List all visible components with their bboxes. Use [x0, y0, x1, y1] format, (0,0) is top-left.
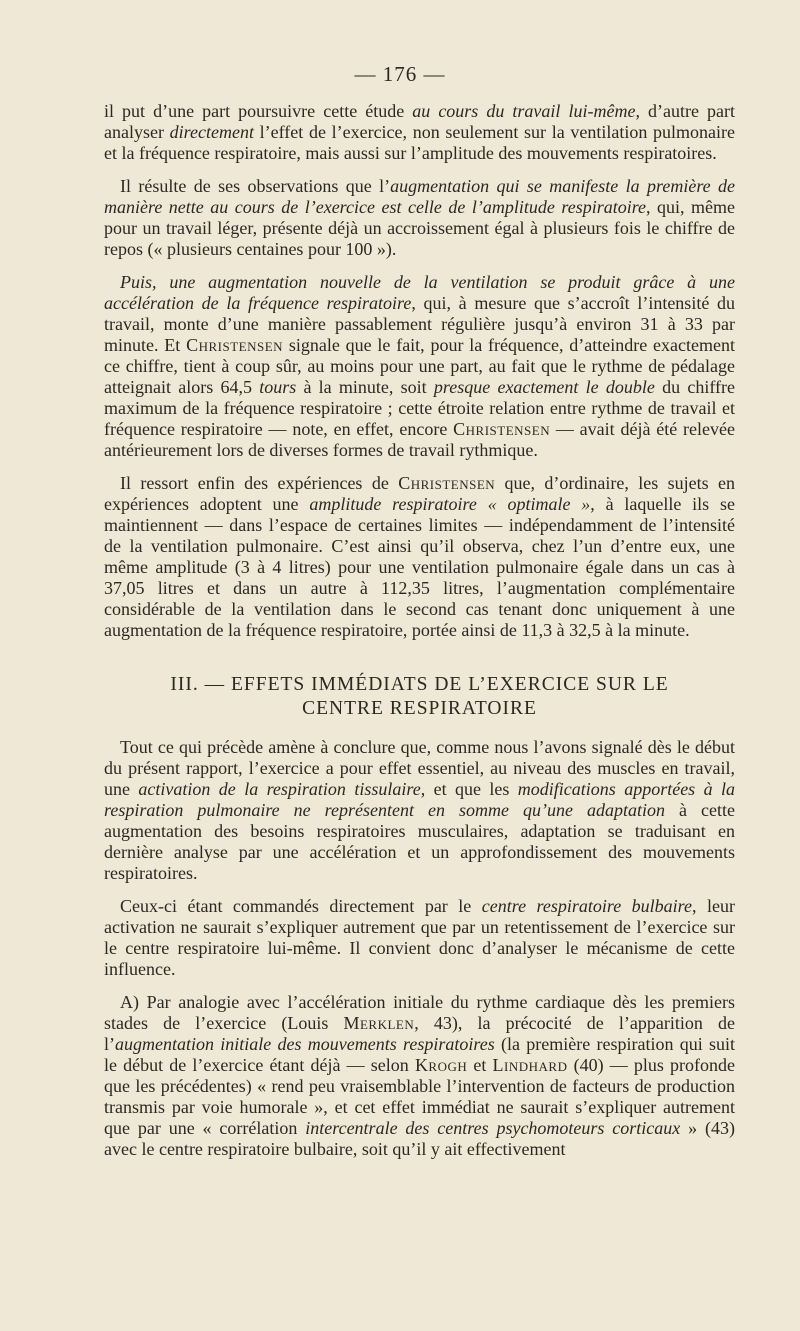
paragraph-2 — [104, 176, 735, 260]
paragraph-7 — [104, 992, 735, 1160]
author-name: Merklen — [343, 1013, 415, 1033]
text: que, d’ordinaire, les sujets en expériences adoptent une — [104, 473, 736, 514]
paragraph-5 — [104, 737, 735, 884]
text: (40) — plus profonde que les précédentes) « rend peu vraisemblable l’intervention de facteurs de production transmis par voie humorale », et cet effet immédiat ne saurait s’expliquer autrement que par une « corrélation — [104, 1055, 735, 1138]
text: , à laquelle ils se maintiennent — dans l’espace de certaines limites — indépendamment de l’intensité de la ventilation pulmonaire. C’est ainsi qu’il observa, chez l’un d’entre eux, une même amplitude (3 à 4 litres) pour une ventilation pulmonaire égale dans un cas à 37,05 litres et dans un autre à 112,35 litres, l’augmentation complémentaire considérable de la ventilation dans le second cas tenant donc uniquement à une augmentation de la fréquence respiratoire, portée ainsi de 11,3 à 32,5 à la minute. — [104, 494, 735, 640]
text: , qui, à mesure que s’accroît l’intensité du travail, monte d’une manière passablement régulière jusqu’à environ 31 à 33 par minute. Et — [104, 293, 735, 355]
italic-text: Puis, une augmentation nouvelle de la ventilation se produit grâce à une accélération de la fréquence respiratoire — [104, 272, 735, 313]
italic-text: augmentation initiale des mouvements respiratoires — [115, 1034, 495, 1054]
text: , 43), la précocité de l’apparition de l’ — [104, 1013, 735, 1054]
paragraph-1 — [104, 101, 735, 164]
text: — avait déjà été relevée antérieurement lors de diverses formes de travail rythmique. — [104, 419, 735, 460]
paragraph-6 — [104, 896, 735, 980]
paragraph-3 — [104, 272, 735, 461]
text: Tout ce qui précède amène à conclure que, comme nous l’avons signalé dès le début du présent rapport, l’exercice a pour effet essentiel, au niveau des muscles en travail, une — [104, 737, 735, 799]
section-heading — [104, 673, 735, 721]
text: (la première respiration qui suit le début de l’exercice étant déjà — selon — [104, 1034, 735, 1075]
text: Ceux-ci étant commandés directement par le — [120, 896, 482, 916]
text: signale que le fait, pour la fréquence, d’atteindre exactement ce chiffre, tient à coup sûr, au moins pour une part, au fait que le rythme de pédalage atteignait alors 64,5 — [104, 335, 735, 397]
italic-text: tours — [259, 377, 297, 397]
italic-text: amplitude respiratoire « optimale » — [309, 494, 591, 514]
text: à cette augmentation des besoins respiratoires musculaires, adaptation se traduisant en dernière analyse par une accélération et un approfondissement des mouvements respiratoires. — [104, 800, 735, 883]
italic-text: centre respiratoire bulbaire — [481, 896, 693, 916]
text: à la minute, soit — [296, 377, 434, 397]
author-name: Christensen — [186, 335, 284, 355]
italic-text: augmentation qui se manifeste la première de manière nette au cours de l’exercice est celle de l’amplitude respiratoire — [104, 176, 736, 217]
italic-text: presque exactement le double — [433, 377, 655, 397]
text: , qui, même pour un travail léger, présente déjà un accroissement égal à plusieurs fois le chiffre de repos (« plusieurs centaines pour 100 »). — [104, 197, 735, 259]
paragraph-4 — [104, 473, 735, 641]
text: , et que les — [420, 779, 518, 799]
italic-text: modifications apportées à la respiration pulmonaire ne représentent en somme qu’une adaptation — [104, 779, 736, 820]
author-name: Lindhard — [492, 1055, 568, 1075]
italic-text: directement — [169, 122, 254, 142]
text: il put d’une part poursuivre cette étude — [104, 101, 413, 121]
text: A) Par analogie avec l’accélération initiale du rythme cardiaque dès les premiers stades de l’exercice (Louis — [104, 992, 735, 1033]
author-name: Christensen — [398, 473, 496, 493]
italic-text: au cours du travail lui-même — [412, 101, 636, 121]
page-number: — 176 — — [354, 62, 446, 86]
text: Il résulte de ses observations que l’ — [120, 176, 391, 196]
italic-text: activation de la respiration tissulaire — [138, 779, 421, 799]
author-name: Krogh — [414, 1055, 468, 1075]
text: » (43) avec le centre respiratoire bulbaire, soit qu’il y ait effectivement — [104, 1118, 735, 1159]
text: l’effet de l’exercice, non seulement sur la ventilation pulmonaire et la fréquence respiratoire, mais aussi sur l’amplitude des mouvements respiratoires. — [104, 122, 736, 163]
text: Il ressort enfin des expériences de — [120, 473, 399, 493]
author-name: Christensen — [453, 419, 551, 439]
text: , d’autre part analyser — [104, 101, 736, 142]
text: et — [467, 1055, 493, 1075]
text: , leur activation ne saurait s’expliquer autrement que par un retentissement de l’exercice sur le centre respiratoire lui-même. Il convient donc d’analyser le mécanisme de cette influence. — [104, 896, 735, 979]
page-body — [104, 101, 735, 1172]
italic-text: intercentrale des centres psychomoteurs corticaux — [305, 1118, 681, 1138]
heading-line-2: CENTRE RESPIRATOIRE — [302, 698, 537, 719]
heading-line-1: III. — EFFETS IMMÉDIATS DE L’EXERCICE SUR LE — [170, 674, 669, 695]
text: du chiffre maximum de la fréquence respiratoire ; cette étroite relation entre rythme de travail et fréquence respiratoire — note, en effet, encore — [104, 377, 735, 439]
